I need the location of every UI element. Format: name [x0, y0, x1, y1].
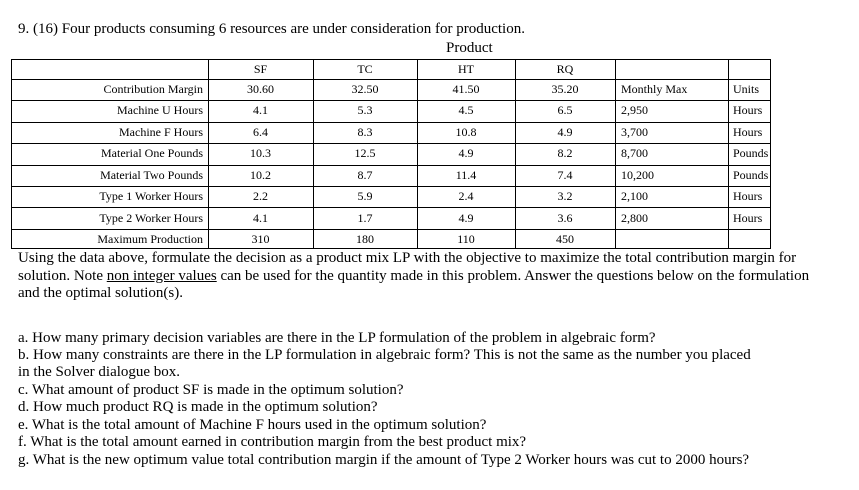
table-cell-max: 2,800: [621, 211, 648, 225]
table-cell-unit: Pounds: [733, 168, 769, 182]
table-cell: 12.5: [354, 146, 376, 160]
question-b-continued: in the Solver dialogue box.: [18, 364, 181, 380]
table-cell: 4.1: [253, 103, 268, 117]
question-c: c. What amount of product SF is made in the optimum solution?: [18, 382, 404, 398]
instructions-text-1: Using the data above, formulate the decision as a product mix LP with the objective to maximize the total contribution margin for solution. Note: [18, 250, 797, 284]
table-col-line: [728, 60, 729, 248]
table-row-line: [12, 229, 770, 230]
table-cell: 8.7: [357, 168, 373, 182]
table-cell: 10.3: [250, 146, 271, 160]
table-row-line: [12, 122, 770, 123]
table-cell: 7.4: [557, 168, 573, 182]
header-product-ht: HT: [458, 62, 474, 76]
row-label-resource: Type 2 Worker Hours: [99, 211, 203, 225]
table-cell: 2.2: [253, 189, 268, 203]
product-label: Product: [446, 40, 493, 56]
header-product-tc: TC: [357, 62, 373, 76]
question-a: a. How many primary decision variables are there in the LP formulation of the problem in algebraic form?: [18, 330, 656, 346]
instructions-paragraph: [18, 250, 818, 303]
table-cell: 4.9: [557, 125, 573, 139]
question-e: e. What is the total amount of Machine F hours used in the optimum solution?: [18, 417, 487, 433]
row-label-max-production: Maximum Production: [97, 232, 203, 246]
table-row-line: [12, 100, 770, 101]
table-row-line: [12, 165, 770, 166]
header-product-sf: SF: [253, 62, 268, 76]
cell-max-production-ht: 110: [457, 232, 475, 246]
table-row-line: [12, 79, 770, 80]
header-units: Units: [733, 82, 760, 96]
instructions-text-2: can be used for the quantity made in this problem. Answer the questions below on the formulation and the optimal solution(s).: [18, 267, 810, 301]
table-cell: 6.4: [253, 125, 268, 139]
table-cell-unit: Hours: [733, 211, 763, 225]
cell-contribution-ht: 41.50: [452, 82, 480, 96]
table-cell: 6.5: [557, 103, 573, 117]
table-cell: 4.5: [458, 103, 474, 117]
header-product-rq: RQ: [556, 62, 574, 76]
table-cell-unit: Hours: [733, 125, 763, 139]
table-cell-max: 8,700: [621, 146, 648, 160]
row-label-resource: Material One Pounds: [101, 146, 203, 160]
table-cell: 8.2: [557, 146, 573, 160]
table-cell: 11.4: [455, 168, 477, 182]
row-label-resource: Machine U Hours: [117, 103, 203, 117]
table-cell-unit: Pounds: [733, 146, 769, 160]
table-cell: 10.8: [455, 125, 477, 139]
table-cell: 2.4: [458, 189, 474, 203]
cell-max-production-tc: 180: [356, 232, 374, 246]
table-cell: 1.7: [357, 211, 373, 225]
row-label-contribution: Contribution Margin: [103, 82, 203, 96]
table-row-line: [12, 186, 770, 187]
table-cell-max: 2,100: [621, 189, 648, 203]
question-d: d. How much product RQ is made in the optimum solution?: [18, 399, 378, 415]
non-integer-underlined: non integer values: [106, 267, 217, 284]
table-col-line: [615, 60, 616, 248]
table-row-line: [12, 207, 770, 208]
table-row-line: [12, 143, 770, 144]
cell-max-production-rq: 450: [556, 232, 574, 246]
table-cell-max: 10,200: [621, 168, 654, 182]
header-monthly-max: Monthly Max: [621, 82, 688, 96]
table-cell-max: 3,700: [621, 125, 648, 139]
cell-max-production-sf: 310: [251, 232, 270, 246]
cell-contribution-rq: 35.20: [551, 82, 579, 96]
table-cell: 3.6: [557, 211, 573, 225]
table-cell: 5.3: [357, 103, 373, 117]
table-cell: 3.2: [557, 189, 573, 203]
cell-contribution-tc: 32.50: [351, 82, 379, 96]
table-cell: 8.3: [357, 125, 373, 139]
table-cell: 4.9: [458, 146, 474, 160]
table-cell-unit: Hours: [733, 189, 763, 203]
table-cell: 10.2: [250, 168, 271, 182]
table-cell-unit: Hours: [733, 103, 763, 117]
cell-contribution-sf: 30.60: [247, 82, 274, 96]
table-cell: 4.9: [458, 211, 474, 225]
table-cell: 4.1: [253, 211, 268, 225]
row-label-resource: Material Two Pounds: [100, 168, 203, 182]
data-table: [11, 59, 771, 249]
question-f: f. What is the total amount earned in contribution margin from the best product mix?: [18, 434, 527, 450]
row-label-resource: Machine F Hours: [119, 125, 203, 139]
table-cell-max: 2,950: [621, 103, 648, 117]
question-b: b. How many constraints are there in the LP formulation in algebraic form? This is not the same as the number you placed: [18, 347, 751, 363]
row-label-resource: Type 1 Worker Hours: [99, 189, 203, 203]
problem-heading: 9. (16) Four products consuming 6 resources are under consideration for production.: [18, 21, 525, 37]
question-g: g. What is the new optimum value total contribution margin if the amount of Type 2 Worker hours was cut to 2000 hours?: [18, 452, 750, 468]
table-cell: 5.9: [357, 189, 373, 203]
